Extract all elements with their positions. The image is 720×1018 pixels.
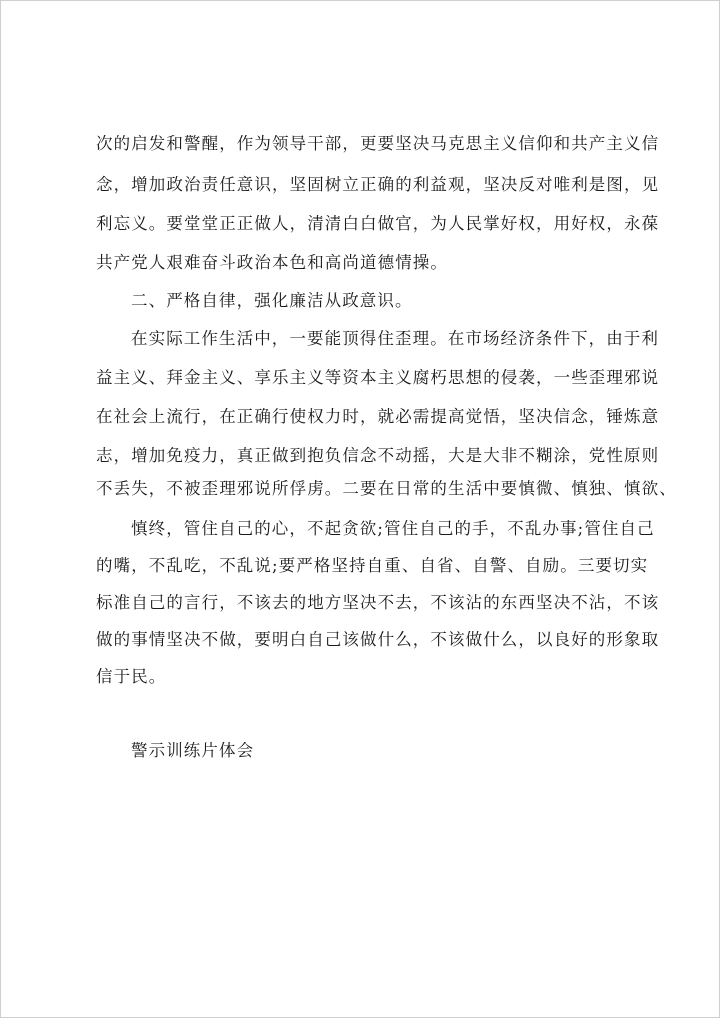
paragraph-line: 共产党人艰难奋斗政治本色和高尚道德情操。: [96, 253, 448, 272]
paragraph-line: 的嘴，不乱吃，不乱说;要严格坚持自重、自省、自警、自励。三要切实: [96, 556, 649, 575]
paragraph-line: 慎终，管住自己的心，不起贪欲;管住自己的手，不乱办事;管住自己: [131, 519, 655, 538]
paragraph-line: 不丢失，不被歪理邪说所俘虏。二要在日常的生活中要慎微、慎独、慎欲、: [96, 479, 677, 498]
paragraph-line: 信于民。: [96, 667, 167, 686]
document-title: 警示训练片体会: [131, 741, 255, 760]
paragraph-line: 利忘义。要堂堂正正做人，清清白白做官，为人民掌好权，用好权，永葆: [96, 214, 660, 233]
paragraph-line: 做的事情坚决不做，要明白自己该做什么，不该做什么，以良好的形象取: [96, 630, 660, 649]
paragraph-line: 益主义、拜金主义、享乐主义等资本主义腐朽思想的侵袭，一些歪理邪说: [96, 368, 660, 387]
section-heading: 二、严格自律，强化廉洁从政意识。: [131, 291, 413, 310]
paragraph-line: 志，增加免疫力，真正做到抱负信念不动摇，大是大非不糊涂，党性原则: [96, 446, 660, 465]
paragraph-line: 标准自己的言行，不该去的地方坚决不去，不该沾的东西坚决不沾，不该: [96, 593, 660, 612]
paragraph-line: 次的启发和警醒，作为领导干部，更要坚决马克思主义信仰和共产主义信: [96, 134, 660, 153]
paragraph-line: 在社会上流行，在正确行使权力时，就必需提高觉悟，坚决信念，锤炼意: [96, 407, 660, 426]
paragraph-line: 在实际工作生活中，一要能顶得住歪理。在市场经济条件下，由于利: [131, 329, 659, 348]
paragraph-line: 念，增加政治责任意识，坚固树立正确的利益观，坚决反对唯利是图，见: [96, 175, 660, 194]
